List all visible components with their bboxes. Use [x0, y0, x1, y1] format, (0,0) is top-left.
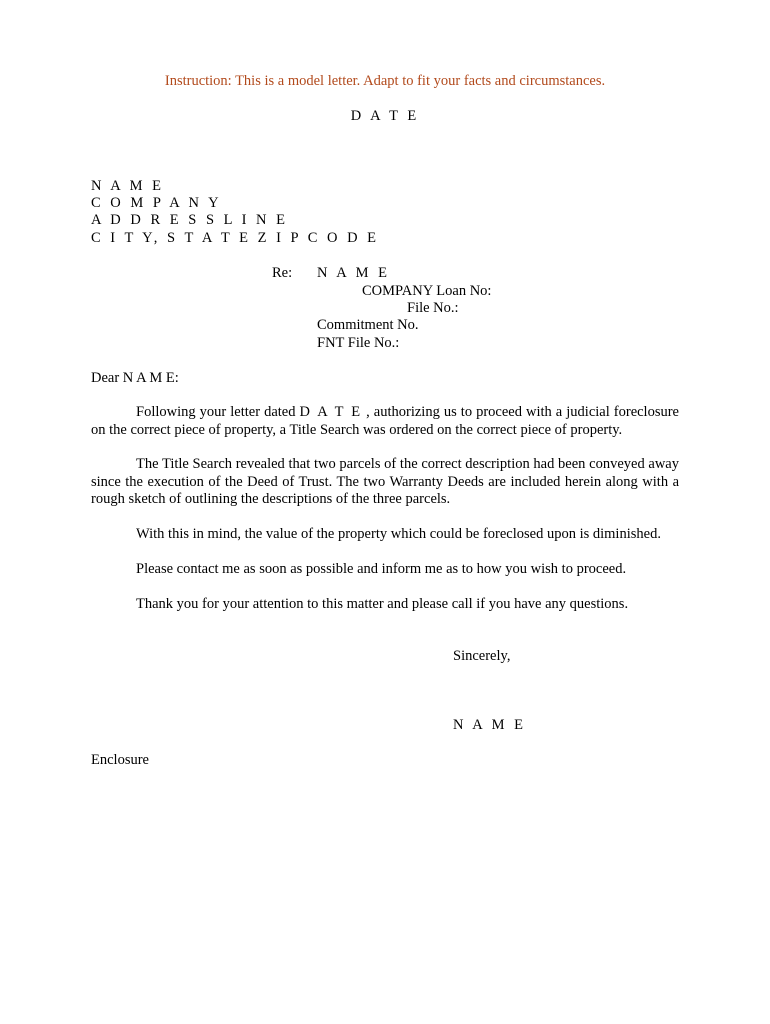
re-loan-number: COMPANY Loan No: — [362, 283, 492, 299]
re-commitment-number: Commitment No. — [317, 317, 419, 333]
recipient-company: C O M P A N Y — [91, 195, 222, 211]
paragraph-2: The Title Search revealed that two parcels of the correct description had been conveyed away since the execution of the Deed of Trust. The two Warranty Deeds are included herein along with a rough sketch of outlining the descriptions of the three parcels. — [91, 456, 679, 507]
re-label: Re: — [272, 265, 293, 281]
instruction-note: Instruction: This is a model letter. Adapt to fit your facts and circumstances. — [164, 73, 606, 89]
closing: Sincerely, — [453, 648, 511, 664]
re-name: N A M E — [317, 265, 390, 281]
salutation: Dear N A M E: — [91, 370, 179, 386]
signature-name: N A M E — [453, 717, 526, 733]
paragraph-1 — [91, 404, 679, 439]
paragraph-1-rest: , authorizing us to proceed with a judicial foreclosure on the correct piece of property, a Title Search was ordered on the correct piece of property. — [91, 404, 679, 438]
recipient-address: A D D R E S S L I N E — [91, 212, 288, 228]
re-file-number: File No.: — [407, 300, 459, 316]
paragraph-3: With this in mind, the value of the property which could be foreclosed upon is diminished. — [136, 526, 661, 542]
recipient-name: N A M E — [91, 178, 164, 194]
recipient-city: C I T Y, S T A T E Z I P C O D E — [91, 230, 380, 246]
paragraph-1-lead: Following your letter dated — [136, 404, 300, 420]
letter-date: D A T E — [350, 108, 420, 124]
enclosure-note: Enclosure — [91, 752, 149, 768]
re-fnt-file-number: FNT File No.: — [317, 335, 400, 351]
paragraph-1-date: D A T E — [299, 404, 363, 420]
paragraph-4: Please contact me as soon as possible and inform me as to how you wish to proceed. — [136, 561, 627, 577]
paragraph-5: Thank you for your attention to this matter and please call if you have any questions. — [136, 596, 629, 612]
